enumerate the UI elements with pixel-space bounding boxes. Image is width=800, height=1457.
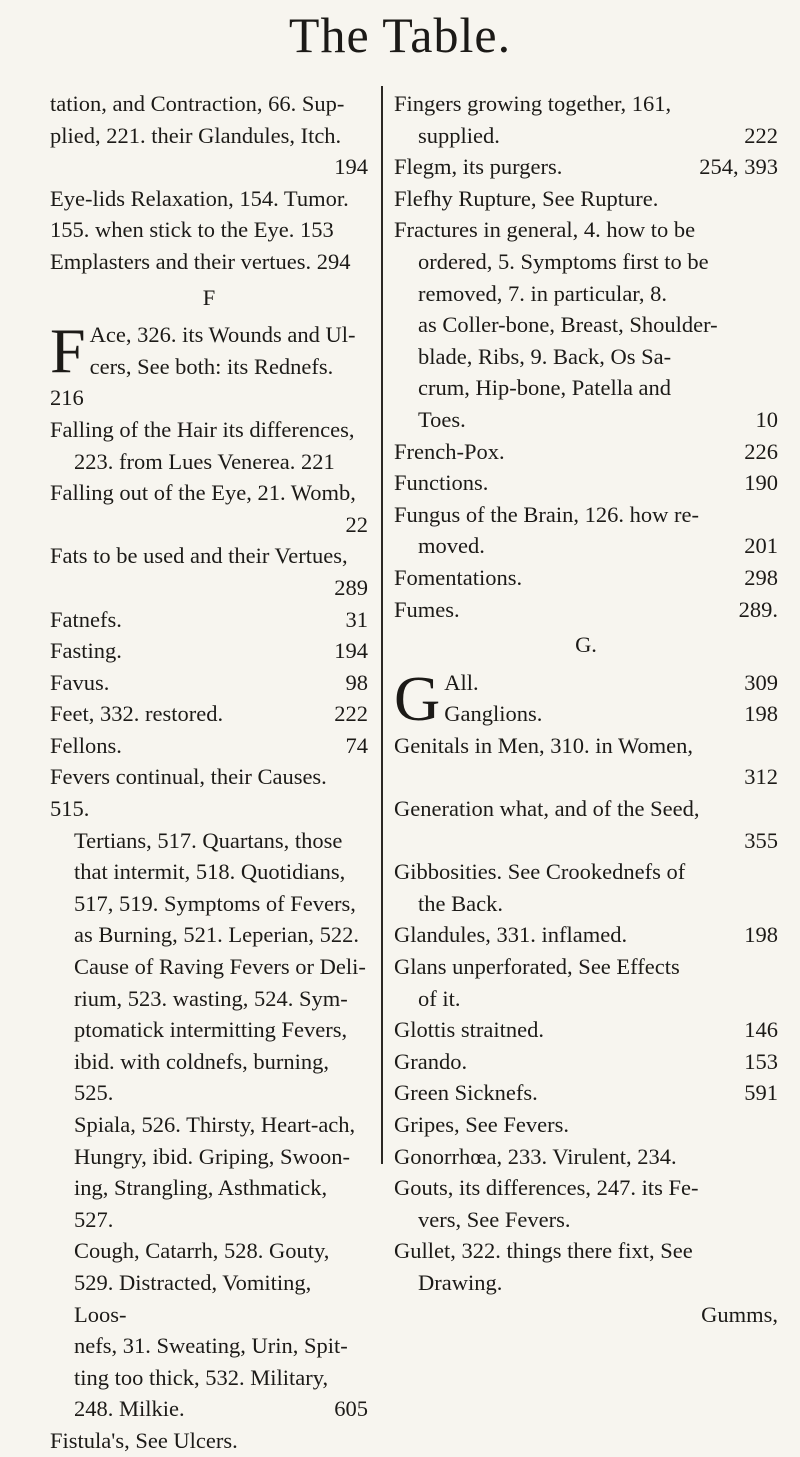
index-entry: Gripes, See Fevers.: [394, 1112, 569, 1137]
index-entry: Cough, Catarrh, 528. Gouty,: [74, 1238, 330, 1264]
index-entry: ptomatick intermitting Fevers,: [74, 1017, 348, 1043]
index-entry: [394, 436, 778, 468]
page-number: 201: [744, 533, 778, 559]
drop-cap-block: [394, 662, 778, 734]
index-entry: [50, 730, 368, 762]
entry-term: French-Pox.: [394, 438, 505, 464]
page-number: 10: [755, 406, 778, 432]
index-entry: Gibbosities. See Crookednefs of: [394, 859, 686, 885]
drop-cap-block: [50, 315, 368, 414]
entry-term: Feet, 332. restored.: [50, 701, 224, 727]
left-column: [50, 88, 368, 1457]
index-entry: [394, 1014, 778, 1046]
page-number: 153: [744, 1048, 778, 1074]
page-number: 289.: [738, 596, 778, 622]
index-entry: blade, Ribs, 9. Back, Os Sa-: [418, 343, 672, 369]
index-entry: cers, See both: its Rednefs. 216: [50, 353, 334, 411]
entry-term: Green Sicknefs.: [394, 1080, 538, 1106]
index-entry: removed, 7. in particular, 8.: [418, 280, 668, 306]
index-entry: Gonorrhœa, 233. Virulent, 234.: [394, 1143, 677, 1169]
page-number: 309: [744, 669, 778, 695]
index-entry: 155. when stick to the Eye. 153: [50, 217, 334, 243]
index-entry: [394, 120, 778, 152]
index-entry: ordered, 5. Symptoms first to be: [418, 248, 709, 274]
index-entry: ibid. with coldnefs, burning, 525.: [74, 1048, 329, 1106]
entry-term: Flegm, its purgers.: [394, 154, 563, 180]
index-entry: Drawing.: [418, 1269, 503, 1295]
page-number: 98: [345, 669, 368, 695]
index-entry: of it.: [418, 985, 461, 1011]
entry-term: supplied.: [418, 122, 500, 148]
index-entry: plied, 221. their Glandules, Itch.: [50, 122, 342, 148]
entry-term: Toes.: [418, 406, 466, 432]
index-entry: as Burning, 521. Leperian, 522.: [74, 922, 359, 948]
entry-term: Functions.: [394, 470, 489, 496]
index-entry: [394, 530, 778, 562]
entry-term: Fomentations.: [394, 564, 523, 590]
index-entry: [50, 667, 368, 699]
index-entry: [394, 1077, 778, 1109]
entry-term: Ganglions.: [444, 701, 543, 727]
index-entry: [50, 604, 368, 636]
page-number: 298: [744, 564, 778, 590]
index-entry: Fungus of the Brain, 126. how re-: [394, 501, 699, 527]
index-entry: [394, 594, 778, 626]
entry-term: 248. Milkie.: [74, 1396, 185, 1422]
index-entry: Gullet, 322. things there fixt, See: [394, 1238, 693, 1264]
index-entry: vers, See Fevers.: [418, 1206, 571, 1232]
page-number: 289: [334, 574, 368, 600]
index-entry: rium, 523. wasting, 524. Sym-: [74, 985, 348, 1011]
entry-term: All.: [444, 669, 479, 695]
page-number: 194: [334, 638, 368, 664]
drop-cap-f: F: [50, 315, 86, 387]
index-entry: Gouts, its differences, 247. its Fe-: [394, 1175, 699, 1201]
index-entry: Generation what, and of the Seed,: [394, 796, 700, 822]
index-entry: [394, 919, 778, 951]
page-number: 226: [744, 438, 778, 464]
page-number: 312: [744, 764, 778, 790]
index-entry: [394, 404, 778, 436]
index-entry: 223. from Lues Venerea. 221: [74, 448, 335, 474]
index-entry: tation, and Contraction, 66. Sup-: [50, 91, 345, 116]
index-entry: Falling of the Hair its differences,: [50, 416, 355, 442]
entry-term: Fasting.: [50, 638, 122, 664]
index-entry: Fractures in general, 4. how to be: [394, 217, 696, 243]
drop-cap-g: G: [394, 662, 441, 734]
index-entry: [50, 635, 368, 667]
page-number: 194: [334, 154, 368, 180]
index-entry: Genitals in Men, 310. in Women,: [394, 732, 693, 758]
index-entry: Fingers growing together, 161,: [394, 91, 672, 116]
index-entry: Fistula's, See Ulcers.: [50, 1427, 238, 1453]
index-entry: nefs, 31. Sweating, Urin, Spit-: [74, 1333, 348, 1359]
page-number: 31: [345, 606, 368, 632]
right-column: [394, 88, 778, 1330]
entry-term: Glandules, 331. inflamed.: [394, 922, 628, 948]
page-heading: The Table.: [288, 7, 512, 63]
entry-term: Favus.: [50, 669, 110, 695]
page-number: 591: [744, 1080, 778, 1106]
index-entry: Emplasters and their vertues. 294: [50, 248, 351, 274]
index-entry: [394, 1046, 778, 1078]
index-entry: Glans unperforated, See Effects: [394, 954, 680, 980]
index-entry: Falling out of the Eye, 21. Womb,: [50, 480, 356, 506]
index-entry: that intermit, 518. Quotidians,: [74, 859, 346, 885]
index-entry: [394, 562, 778, 594]
index-entry: [444, 698, 778, 730]
entry-term: Glottis straitned.: [394, 1017, 544, 1043]
entry-term: Fellons.: [50, 732, 122, 758]
index-entry: [394, 151, 778, 183]
page-number: 222: [744, 122, 778, 148]
index-entry: Eye-lids Relaxation, 154. Tumor.: [50, 185, 349, 211]
entry-term: moved.: [418, 533, 485, 559]
page-number: 22: [345, 511, 368, 537]
section-letter-f: F: [202, 284, 216, 310]
entry-term: Fatnefs.: [50, 606, 122, 632]
page-number: 355: [744, 827, 778, 853]
index-entry: [394, 467, 778, 499]
entry-term: Fumes.: [394, 596, 460, 622]
catchword: Gumms,: [701, 1301, 778, 1327]
index-entry: ting too thick, 532. Military,: [74, 1364, 329, 1390]
index-entry: the Back.: [418, 890, 503, 916]
page-number: 74: [345, 732, 368, 758]
index-entry: [444, 667, 778, 699]
index-entry: crum, Hip-bone, Patella and: [418, 375, 672, 401]
index-entry: 517, 519. Symptoms of Fevers,: [74, 890, 356, 916]
index-entry: ing, Strangling, Asthmatick, 527.: [74, 1175, 328, 1232]
page-number: 198: [744, 922, 778, 948]
page-number: 190: [744, 470, 778, 496]
index-entry: Ace, 326. its Wounds and Ul-: [89, 322, 356, 348]
page-number: 222: [334, 701, 368, 727]
page-number: 146: [744, 1017, 778, 1043]
index-entry: [50, 1393, 368, 1425]
index-entry: as Coller-bone, Breast, Shoulder-: [418, 312, 718, 338]
page-number: 198: [744, 701, 778, 727]
column-divider: [381, 86, 383, 1164]
index-entry: 529. Distracted, Vomiting, Loos-: [74, 1269, 312, 1327]
index-entry: Spiala, 526. Thirsty, Heart-ach,: [74, 1112, 356, 1137]
section-letter-g: G.: [575, 632, 597, 658]
index-entry: [50, 698, 368, 730]
index-entry: Fevers continual, their Causes. 515.: [50, 764, 327, 822]
index-entry: Fats to be used and their Vertues,: [50, 543, 348, 569]
index-entry: Hungry, ibid. Griping, Swoon-: [74, 1143, 351, 1169]
page-number: 254, 393: [699, 154, 778, 180]
index-entry: Tertians, 517. Quartans, those: [74, 827, 343, 853]
index-entry: Flefhy Rupture, See Rupture.: [394, 185, 659, 211]
entry-term: Grando.: [394, 1048, 468, 1074]
page-number: 605: [334, 1396, 368, 1422]
index-entry: Cause of Raving Fevers or Deli-: [74, 954, 366, 980]
